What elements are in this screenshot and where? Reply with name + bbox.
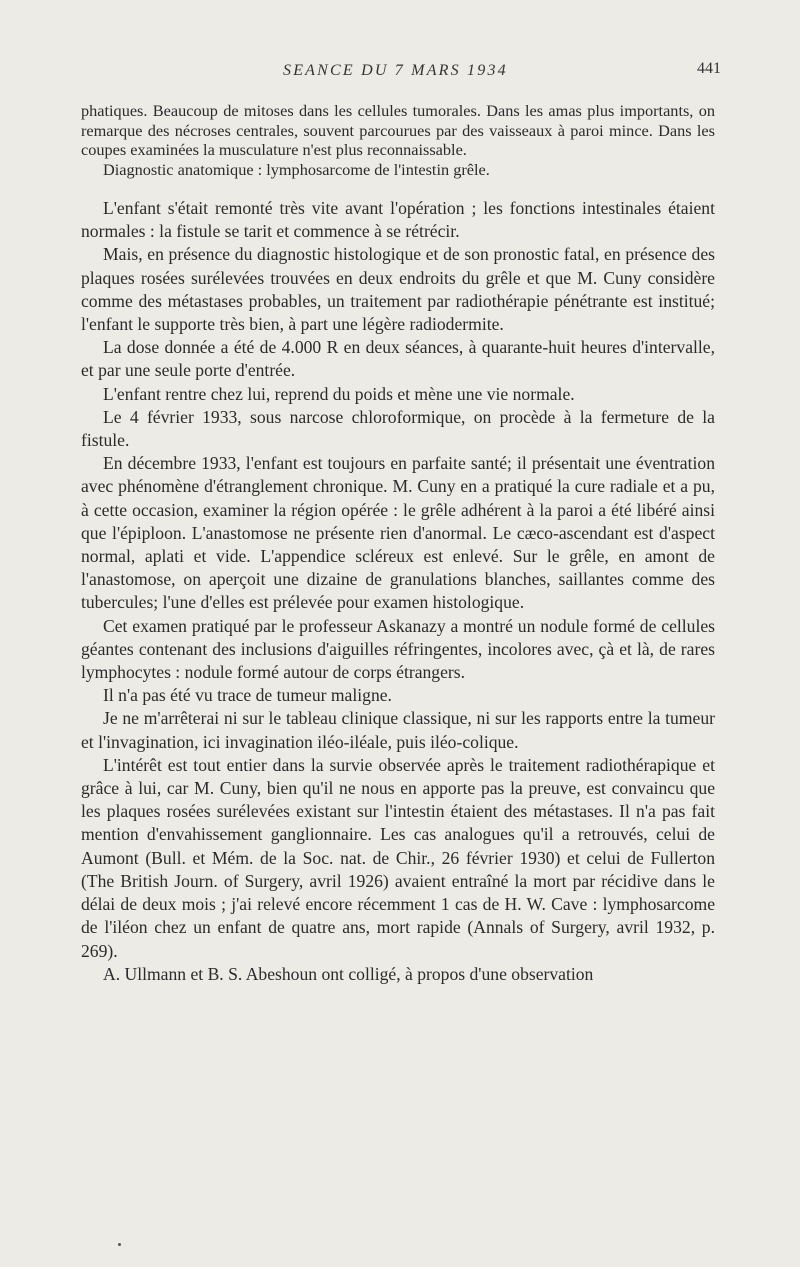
print-speck — [118, 1243, 121, 1246]
running-head — [0, 60, 800, 84]
page-number: 441 — [697, 60, 721, 77]
paragraph: La dose donnée a été de 4.000 R en deux séances, à quarante-huit heures d'intervalle, et par une seule porte d'entrée. — [81, 337, 715, 381]
paragraph: Mais, en présence du diagnostic histologique et de son pronostic fatal, en présence des plaques rosées surélevées trouvées en deux endroits du grêle et que M. Cuny considère comme des métastases probables, un traitement par radiothérapie pénétrante est institué; l'enfant le supporte très bien, à part une légère radiodermite. — [81, 244, 715, 335]
paragraph: A. Ullmann et B. S. Abeshoun ont colligé, à propos d'une observation — [103, 963, 594, 984]
paragraph: Le 4 février 1933, sous narcose chloroformique, on procède à la fermeture de la fistule. — [81, 406, 715, 451]
paragraph: En décembre 1933, l'enfant est toujours en parfaite santé; il présentait une éventration avec phénomène d'étranglement chronique. M. Cuny en a pratiqué la cure radiale et a pu, à cette occasion, examiner la région opérée : le grêle adhérent à la paroi a été libéré ainsi que l'épiploon. L'anastomose ne présente rien d'anormal. Le cæco-ascendant est d'aspect normal, aplati et vide. L'appendice scléreux est enlevé. Sur le grêle, en amont de l'anastomose, on aperçoit une dizaine de granulations blanches, saillantes comme des tubercules; l'une d'elles est prélevée pour examen histologique. — [81, 453, 715, 613]
paragraph: Il n'a pas été vu trace de tumeur maligne. — [103, 685, 392, 706]
paragraph: Je ne m'arrêterai ni sur le tableau clinique classique, ni sur les rapports entre la tumeur et l'invagination, ici invagination iléo-iléale, puis iléo-colique. — [81, 708, 715, 752]
body-text — [81, 101, 715, 986]
paragraph: phatiques. Beaucoup de mitoses dans les cellules tumorales. Dans les amas plus importants, on remarque des nécroses centrales, souvent parcourues par des vaisseaux à paroi mince. Dans les coupes examinées la musculature n'est plus reconnaissable. — [81, 101, 715, 159]
paragraph: L'enfant s'était remonté très vite avant l'opération ; les fonctions intestinales étaient normales : la fistule se tarit et commence à se rétrécir. — [81, 198, 715, 242]
paragraph: L'intérêt est tout entier dans la survie observée après le traitement radiothérapique et grâce à lui, car M. Cuny, bien qu'il ne nous en apporte pas la preuve, est convaincu que les plaques rosées surélevées existant sur l'intestin étaient des métastases. Il n'a pas fait mention d'envahissement ganglionnaire. Les cas analogues qu'il a retrouvés, celui de Aumont (Bull. et Mém. de la Soc. nat. de Chir., 26 février 1930) et celui de Fullerton (The British Journ. of Surgery, avril 1926) avaient entraîné la mort par récidive dans le délai de deux mois ; j'ai relevé encore récemment 1 cas de H. W. Cave : lymphosarcome de l'iléon chez un enfant de quatre ans, mort rapide (Annals of Surgery, avril 1932, p. 269). — [81, 754, 715, 961]
paragraph: L'enfant rentre chez lui, reprend du poids et mène une vie normale. — [103, 383, 575, 404]
section-gap — [81, 179, 715, 197]
paragraph: Cet examen pratiqué par le professeur Askanazy a montré un nodule formé de cellules géantes contenant des inclusions d'aiguilles réfringentes, incolores avec, çà et là, de rares lymphocytes : nodule formé autour de corps étrangers. — [81, 615, 715, 683]
running-title: SEANCE DU 7 MARS 1934 — [283, 62, 508, 79]
paragraph-diagnosis: Diagnostic anatomique : lymphosarcome de l'intestin grêle. — [103, 159, 490, 179]
